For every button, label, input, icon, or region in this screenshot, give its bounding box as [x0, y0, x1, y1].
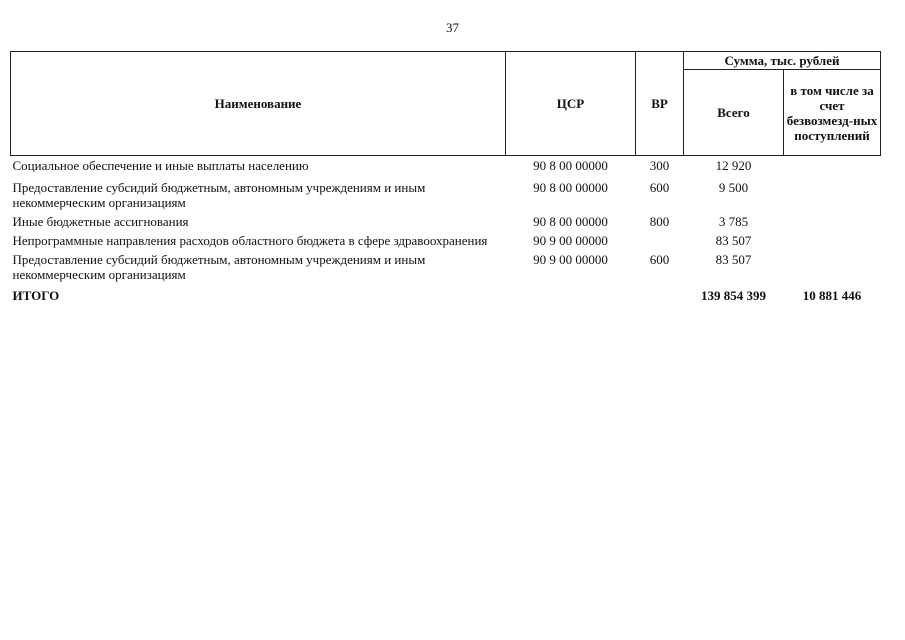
row-total: 3 785 — [718, 214, 749, 229]
table-row — [11, 156, 881, 177]
row-vr: 600 — [649, 252, 670, 267]
header-sum-group: Сумма, тыс. рублей — [684, 52, 881, 70]
grand-total-grant: 10 881 446 — [802, 288, 862, 303]
table-row — [11, 229, 881, 248]
total-csr-empty — [506, 282, 636, 303]
row-name: Социальное обеспечение и иные выплаты населению — [12, 158, 309, 173]
row-grant — [784, 210, 881, 229]
row-grant — [784, 176, 881, 210]
row-total: 12 920 — [715, 158, 752, 173]
row-csr: 90 8 00 00000 — [533, 158, 608, 173]
row-name: Предоставление субсидий бюджетным, автономным учреждениям и иным некоммерческим организациям — [12, 180, 426, 210]
row-grant — [784, 229, 881, 248]
row-csr: 90 8 00 00000 — [533, 180, 608, 195]
row-csr: 90 8 00 00000 — [533, 214, 608, 229]
header-csr: ЦСР — [506, 52, 636, 156]
row-name: Непрограммные направления расходов областного бюджета в сфере здравоохранения — [12, 233, 488, 248]
row-vr: 300 — [649, 158, 670, 173]
header-vr: ВР — [636, 52, 684, 156]
row-name: Иные бюджетные ассигнования — [12, 214, 189, 229]
row-vr — [636, 229, 684, 248]
row-grant — [784, 248, 881, 282]
grand-total: 139 854 399 — [701, 288, 766, 303]
row-csr: 90 9 00 00000 — [533, 252, 608, 267]
row-vr: 800 — [649, 214, 670, 229]
budget-table — [10, 51, 881, 303]
table-row — [11, 248, 881, 282]
header-total: Всего — [684, 70, 784, 156]
total-label: ИТОГО — [12, 288, 60, 303]
row-total: 9 500 — [718, 180, 749, 195]
row-name: Предоставление субсидий бюджетным, автономным учреждениям и иным некоммерческим организациям — [12, 252, 426, 282]
table-row — [11, 210, 881, 229]
table-row — [11, 176, 881, 210]
row-total: 83 507 — [715, 252, 752, 267]
row-grant — [784, 156, 881, 177]
total-vr-empty — [636, 282, 684, 303]
page-number: 37 — [446, 20, 459, 35]
row-vr: 600 — [649, 180, 670, 195]
row-csr: 90 9 00 00000 — [533, 233, 608, 248]
total-row — [11, 282, 881, 303]
header-name: Наименование — [11, 52, 506, 156]
header-grant: в том числе за счет безвозмезд-ных поступлений — [784, 70, 881, 156]
row-total: 83 507 — [715, 233, 752, 248]
table-header — [11, 52, 881, 156]
